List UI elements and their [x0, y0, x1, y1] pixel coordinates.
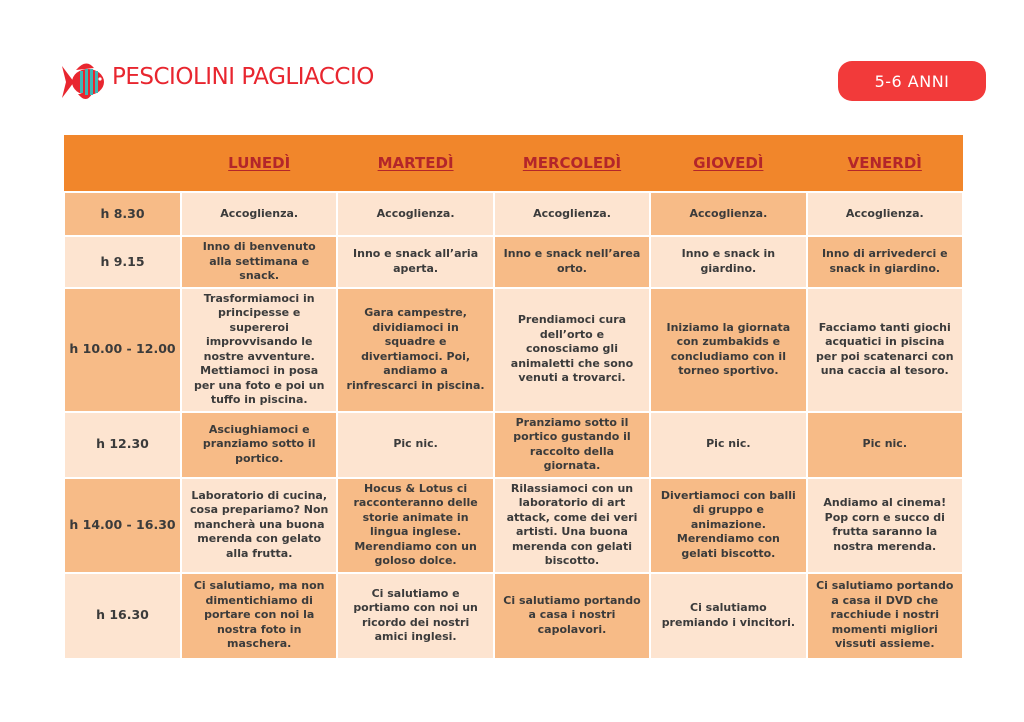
activity-cell: Accoglienza.	[650, 192, 806, 236]
activity-cell: Andiamo al cinema! Pop corn e succo di frutta saranno la nostra merenda.	[807, 478, 963, 573]
day-header-monday: LUNEDÌ	[181, 135, 337, 192]
activity-cell: Asciughiamoci e pranziamo sotto il portico.	[181, 412, 337, 478]
schedule-row	[64, 236, 963, 288]
header-corner-cell	[64, 135, 181, 192]
activity-cell: Accoglienza.	[807, 192, 963, 236]
brand-title: PESCIOLINI PAGLIACCIO	[112, 64, 374, 90]
time-cell: h 9.15	[64, 236, 181, 288]
day-header-friday: VENERDÌ	[807, 135, 963, 192]
activity-cell: Gara campestre, dividiamoci in squadre e divertiamoci. Poi, andiamo a rinfrescarci in piscina.	[337, 288, 493, 412]
schedule-row	[64, 412, 963, 478]
activity-cell: Inno e snack all’aria aperta.	[337, 236, 493, 288]
activity-cell: Pranziamo sotto il portico gustando il raccolto della giornata.	[494, 412, 650, 478]
activity-cell: Ci salutiamo premiando i vincitori.	[650, 573, 806, 659]
time-cell: h 16.30	[64, 573, 181, 659]
activity-cell: Accoglienza.	[181, 192, 337, 236]
activity-cell: Accoglienza.	[337, 192, 493, 236]
day-header-row	[64, 135, 963, 192]
activity-cell: Pic nic.	[650, 412, 806, 478]
time-cell: h 8.30	[64, 192, 181, 236]
activity-cell: Prendiamoci cura dell’orto e conosciamo gli animaletti che sono venuti a trovarci.	[494, 288, 650, 412]
activity-cell: Inno e snack nell’area orto.	[494, 236, 650, 288]
schedule-row	[64, 478, 963, 573]
activity-cell: Ci salutiamo portando a casa i nostri capolavori.	[494, 573, 650, 659]
activity-cell: Divertiamoci con balli di gruppo e animazione. Merendiamo con gelati biscotto.	[650, 478, 806, 573]
activity-cell: Hocus & Lotus ci racconteranno delle storie animate in lingua inglese. Merendiamo con un goloso dolce.	[337, 478, 493, 573]
activity-cell: Ci salutiamo, ma non dimentichiamo di portare con noi la nostra foto in maschera.	[181, 573, 337, 659]
activity-cell: Pic nic.	[337, 412, 493, 478]
activity-cell: Rilassiamoci con un laboratorio di art attack, come dei veri artisti. Una buona merenda con gelati biscotto.	[494, 478, 650, 573]
time-cell: h 10.00 - 12.00	[64, 288, 181, 412]
activity-cell: Ci salutiamo e portiamo con noi un ricordo dei nostri amici inglesi.	[337, 573, 493, 659]
activity-cell: Facciamo tanti giochi acquatici in piscina per poi scatenarci con una caccia al tesoro.	[807, 288, 963, 412]
clownfish-icon	[56, 56, 108, 108]
activity-cell: Ci salutiamo portando a casa il DVD che racchiude i nostri momenti migliori vissuti assieme.	[807, 573, 963, 659]
activity-cell: Trasformiamoci in principesse e supereroi improvvisando le nostre avventure. Mettiamoci in posa per una foto e poi un tuffo in piscina.	[181, 288, 337, 412]
activity-cell: Inno di benvenuto alla settimana e snack.	[181, 236, 337, 288]
page-header	[0, 0, 1024, 120]
time-cell: h 12.30	[64, 412, 181, 478]
day-header-tuesday: MARTEDÌ	[337, 135, 493, 192]
activity-cell: Accoglienza.	[494, 192, 650, 236]
day-header-thursday: GIOVEDÌ	[650, 135, 806, 192]
age-badge: 5-6 ANNI	[838, 61, 986, 101]
weekly-schedule-table	[63, 135, 964, 660]
activity-cell: Inno e snack in giardino.	[650, 236, 806, 288]
day-header-wednesday: MERCOLEDÌ	[494, 135, 650, 192]
schedule-row	[64, 573, 963, 659]
activity-cell: Iniziamo la giornata con zumbakids e concludiamo con il torneo sportivo.	[650, 288, 806, 412]
schedule-row	[64, 288, 963, 412]
time-cell: h 14.00 - 16.30	[64, 478, 181, 573]
activity-cell: Pic nic.	[807, 412, 963, 478]
activity-cell: Laboratorio di cucina, cosa prepariamo? Non mancherà una buona merenda con gelato alla frutta.	[181, 478, 337, 573]
activity-cell: Inno di arrivederci e snack in giardino.	[807, 236, 963, 288]
schedule-row	[64, 192, 963, 236]
